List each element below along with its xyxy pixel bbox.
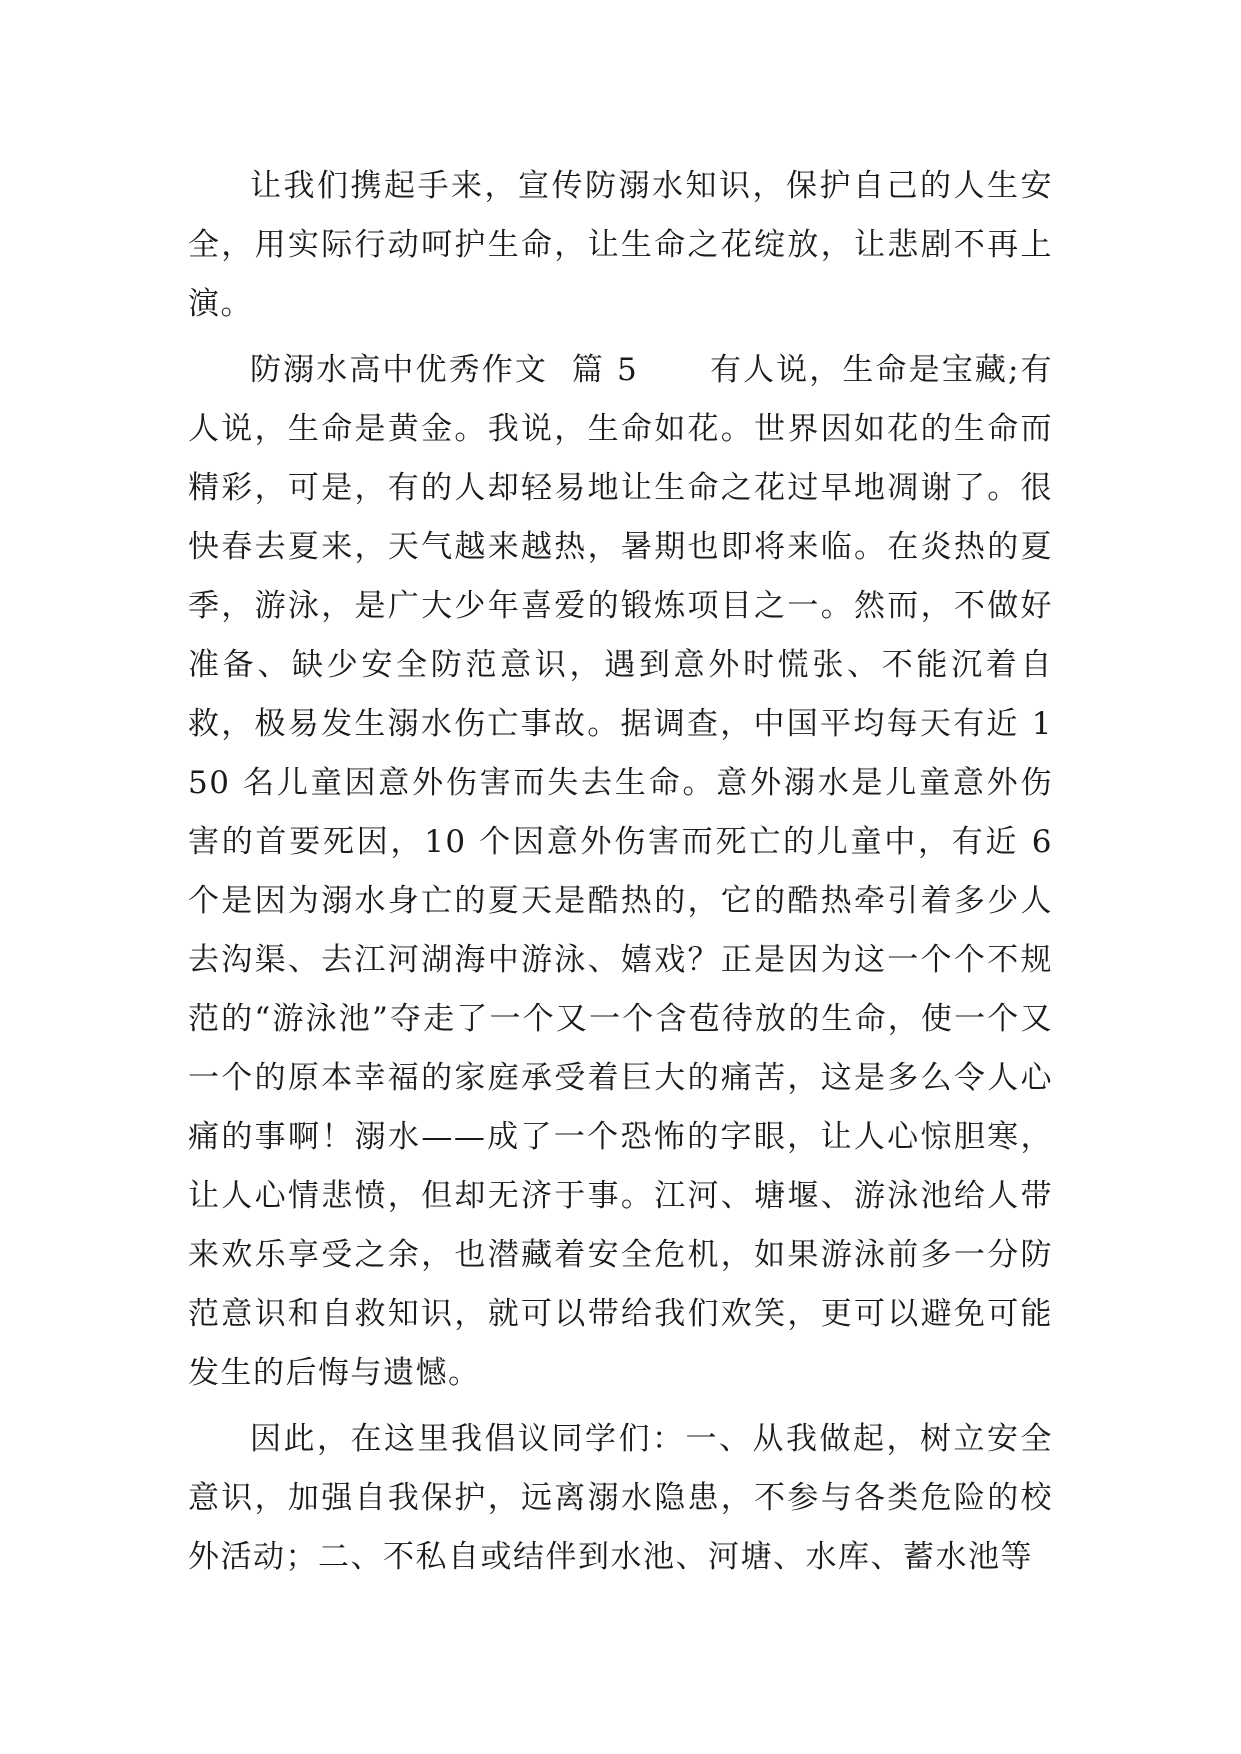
paragraph-1-text: 让我们携起手来，宣传防溺水知识，保护自己的人生安全，用实际行动呵护生命，让生命之花绽放，让悲剧不再上演。 <box>188 168 1053 322</box>
heading-gap <box>638 352 710 388</box>
paragraph-2 <box>188 341 1053 1403</box>
paragraph-1 <box>188 157 1053 334</box>
paragraph-3-text: 因此，在这里我倡议同学们：一、从我做起，树立安全意识，加强自我保护，远离溺水隐患，不参与各类危险的校外活动；二、不私自或结伴到水池、河塘、水库、蓄水池等 <box>188 1421 1053 1575</box>
paragraph-2-text: 有人说，生命是宝藏;有人说，生命是黄金。我说，生命如花。世界因如花的生命而精彩，可是，有的人却轻易地让生命之花过早地凋谢了。很快春去夏来，天气越来越热，暑期也即将来临。在炎热的夏季，游泳，是广大少年喜爱的锻炼项目之一。然而，不做好准备、缺少安全防范意识，遇到意外时慌张、不能沉着自救，极易发生溺水伤亡事故。据调查，中国平均每天有近 150 名儿童因意外伤害而失去生命。意外溺水是儿童意外伤害的首要死因，10 个因意外伤害而死亡的儿童中，有近 6 个是因为溺水身亡的夏天是酷热的，它的酷热牵引着多少人去沟渠、去江河湖海中游泳、嬉戏？正是因为这一个个不规范的“游泳池”夺走了一个又一个含苞待放的生命，使一个又一个的原本幸福的家庭承受着巨大的痛苦，这是多么令人心痛的事啊！溺水——成了一个恐怖的字眼，让人心惊胆寒，让人心情悲愤，但却无济于事。江河、塘堰、游泳池给人带来欢乐享受之余，也潜藏着安全危机，如果游泳前多一分防范意识和自救知识，就可以带给我们欢笑，更可以避免可能发生的后悔与遗憾。 <box>188 352 1053 1391</box>
essay-heading: 防溺水高中优秀作文 篇 5 <box>250 352 639 388</box>
paragraph-3 <box>188 1410 1053 1587</box>
document-body <box>188 157 1053 1587</box>
